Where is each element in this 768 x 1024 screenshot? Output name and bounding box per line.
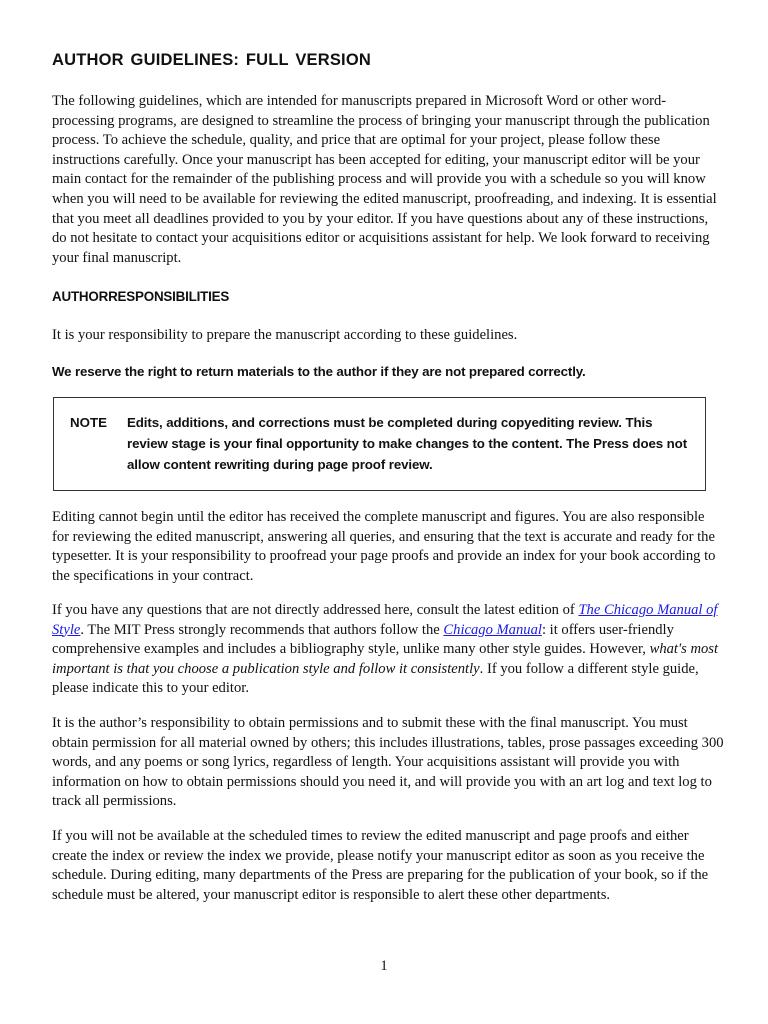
- note-label: NOTE: [70, 415, 107, 430]
- chicago-manual-of-style-link[interactable]: The Chicago Manual of Style: [52, 602, 718, 638]
- permissions-paragraph: It is the author’s responsibility to obtain permissions and to submit these with the final manuscript. You must obtain permission for all material owned by others; this includes illustrations, tables, prose passages exceeding 300 words, and any poems or song lyrics, regardless of length. Your acquisitions assistant will provide you with information on how to obtain permissions should you need it, and will provide you with an art log and text log to track all permissions.: [52, 715, 724, 810]
- note-text: Edits, additions, and corrections must be completed during copyediting review. This review stage is your final opportunity to make changes to the content. The Press does not allow content rewriting during page proof review.: [127, 415, 688, 472]
- questions-text-4: . If you follow a different style guide, please indicate this to your editor.: [52, 660, 699, 697]
- questions-text-2: . The MIT Press strongly recommends that authors follow the: [80, 621, 444, 638]
- responsibility-paragraph: It is your responsibility to prepare the manuscript according to these guidelines.: [52, 327, 518, 343]
- intro-paragraph: The following guidelines, which are intended for manuscripts prepared in Microsoft Word or other word-processing programs, are designed to streamline the process of bringing your manuscript through the publication process. To achieve the schedule, quality, and price that are optimal for your project, please follow these instructions carefully. Once your manuscript has been accepted for editing, your manuscript editor will be your main contact for the remainder of the publishing process and will provide you with a schedule so you will know when you will need to be available for reviewing the edited manuscript, proofreading, and indexing. It is essential that you meet all deadlines provided to you by your editor. If you have questions about any of these instructions, do not hesitate to contact your acquisitions editor or acquisitions assistant for help. We look forward to receiving your final manuscript.: [52, 93, 717, 266]
- document-title: AUTHOR GUIDELINES: FULL VERSION: [52, 51, 371, 69]
- questions-text-1: If you have any questions that are not directly addressed here, consult the latest edition of: [52, 602, 579, 618]
- reserve-notice: We reserve the right to return materials to the author if they are not prepared correctly.: [52, 364, 586, 379]
- questions-emphasis: what's most important is that you choose a publication style and follow it consistently: [52, 641, 719, 677]
- section-heading: AUTHORRESPONSIBILITIES: [52, 289, 230, 304]
- editing-paragraph: Editing cannot begin until the editor has received the complete manuscript and figures. You are also responsible for reviewing the edited manuscript, answering all queries, and ensuring that the text is accurate and ready for the typesetter. It is your responsibility to proofread your page proofs and provide an index for your book according to the specifications in your contract.: [52, 509, 716, 584]
- note-box: [53, 397, 706, 491]
- page-number: 1: [380, 958, 388, 974]
- chicago-manual-link[interactable]: Chicago Manual: [443, 621, 542, 638]
- questions-paragraph: [52, 601, 724, 699]
- questions-text-3: : it offers user-friendly comprehensive examples and includes a bibliography style, unlike many other style guides. However,: [52, 621, 674, 658]
- availability-paragraph: If you will not be available at the scheduled times to review the edited manuscript and page proofs and either create the index or review the index we provide, please notify your manuscript editor as soon as you receive the schedule. During editing, many departments of the Press are preparing for the publication of your book, so if the schedule must be altered, your manuscript editor is responsible to alert these other departments.: [52, 828, 709, 903]
